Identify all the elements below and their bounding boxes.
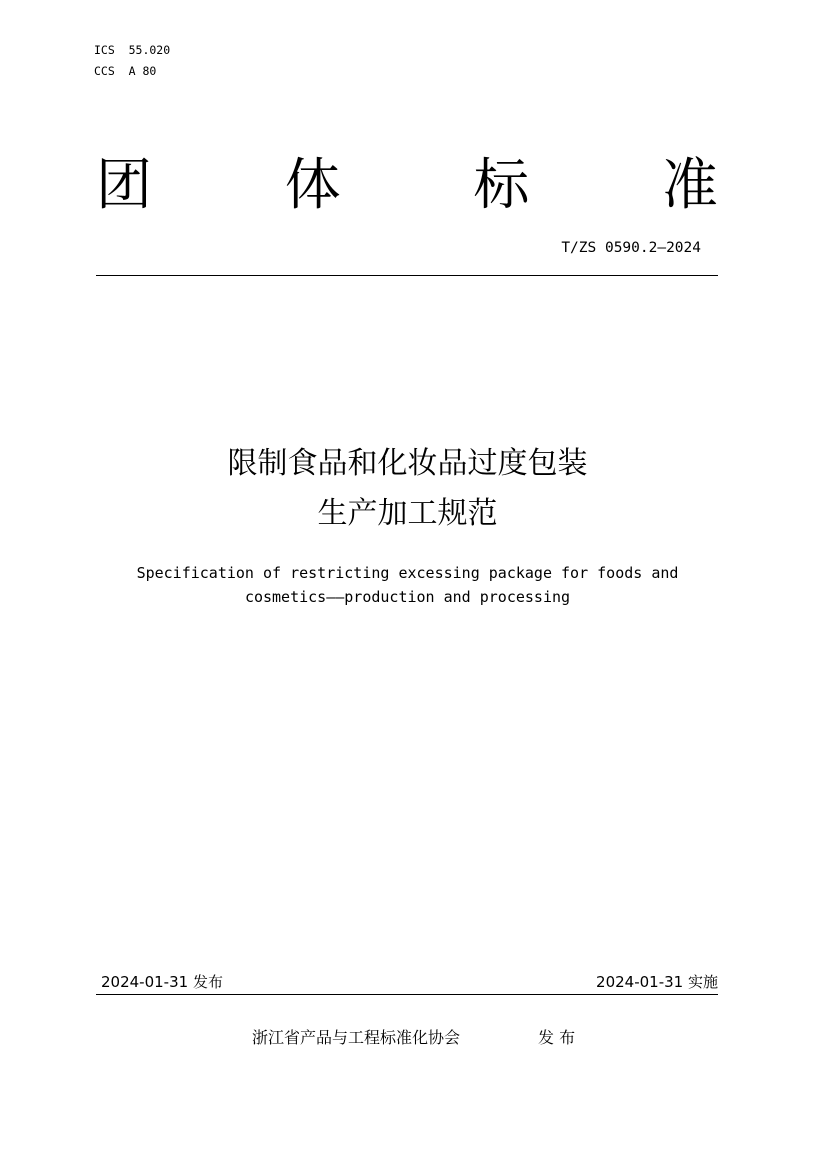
ccs-code: CCS A 80 <box>94 64 157 78</box>
ics-code: ICS 55.020 <box>94 43 171 57</box>
heading-char-3: 标 <box>473 153 530 218</box>
implementation-date: 2024-01-31 实施 <box>596 973 718 991</box>
chinese-title-line-1: 限制食品和化妆品过度包装 <box>227 446 588 481</box>
heading-char-2: 体 <box>284 153 341 218</box>
document-type-heading <box>96 150 718 222</box>
heading-char-4: 准 <box>661 153 718 218</box>
chinese-title-line-2: 生产加工规范 <box>317 496 498 531</box>
english-title-line-1: Specification of restricting excessing package for foods and <box>136 564 679 582</box>
bottom-divider <box>96 994 718 995</box>
issue-date: 2024-01-31 发布 <box>101 973 223 991</box>
english-title-line-2: cosmetics——production and processing <box>244 588 571 606</box>
standard-number: T/ZS 0590.2—2024 <box>561 240 701 256</box>
classification-codes <box>94 40 170 82</box>
top-divider <box>96 275 718 276</box>
publisher-name: 浙江省产品与工程标准化协会 <box>252 1028 461 1047</box>
publisher-action: 发 布 <box>538 1028 576 1047</box>
heading-char-1: 团 <box>96 153 152 218</box>
